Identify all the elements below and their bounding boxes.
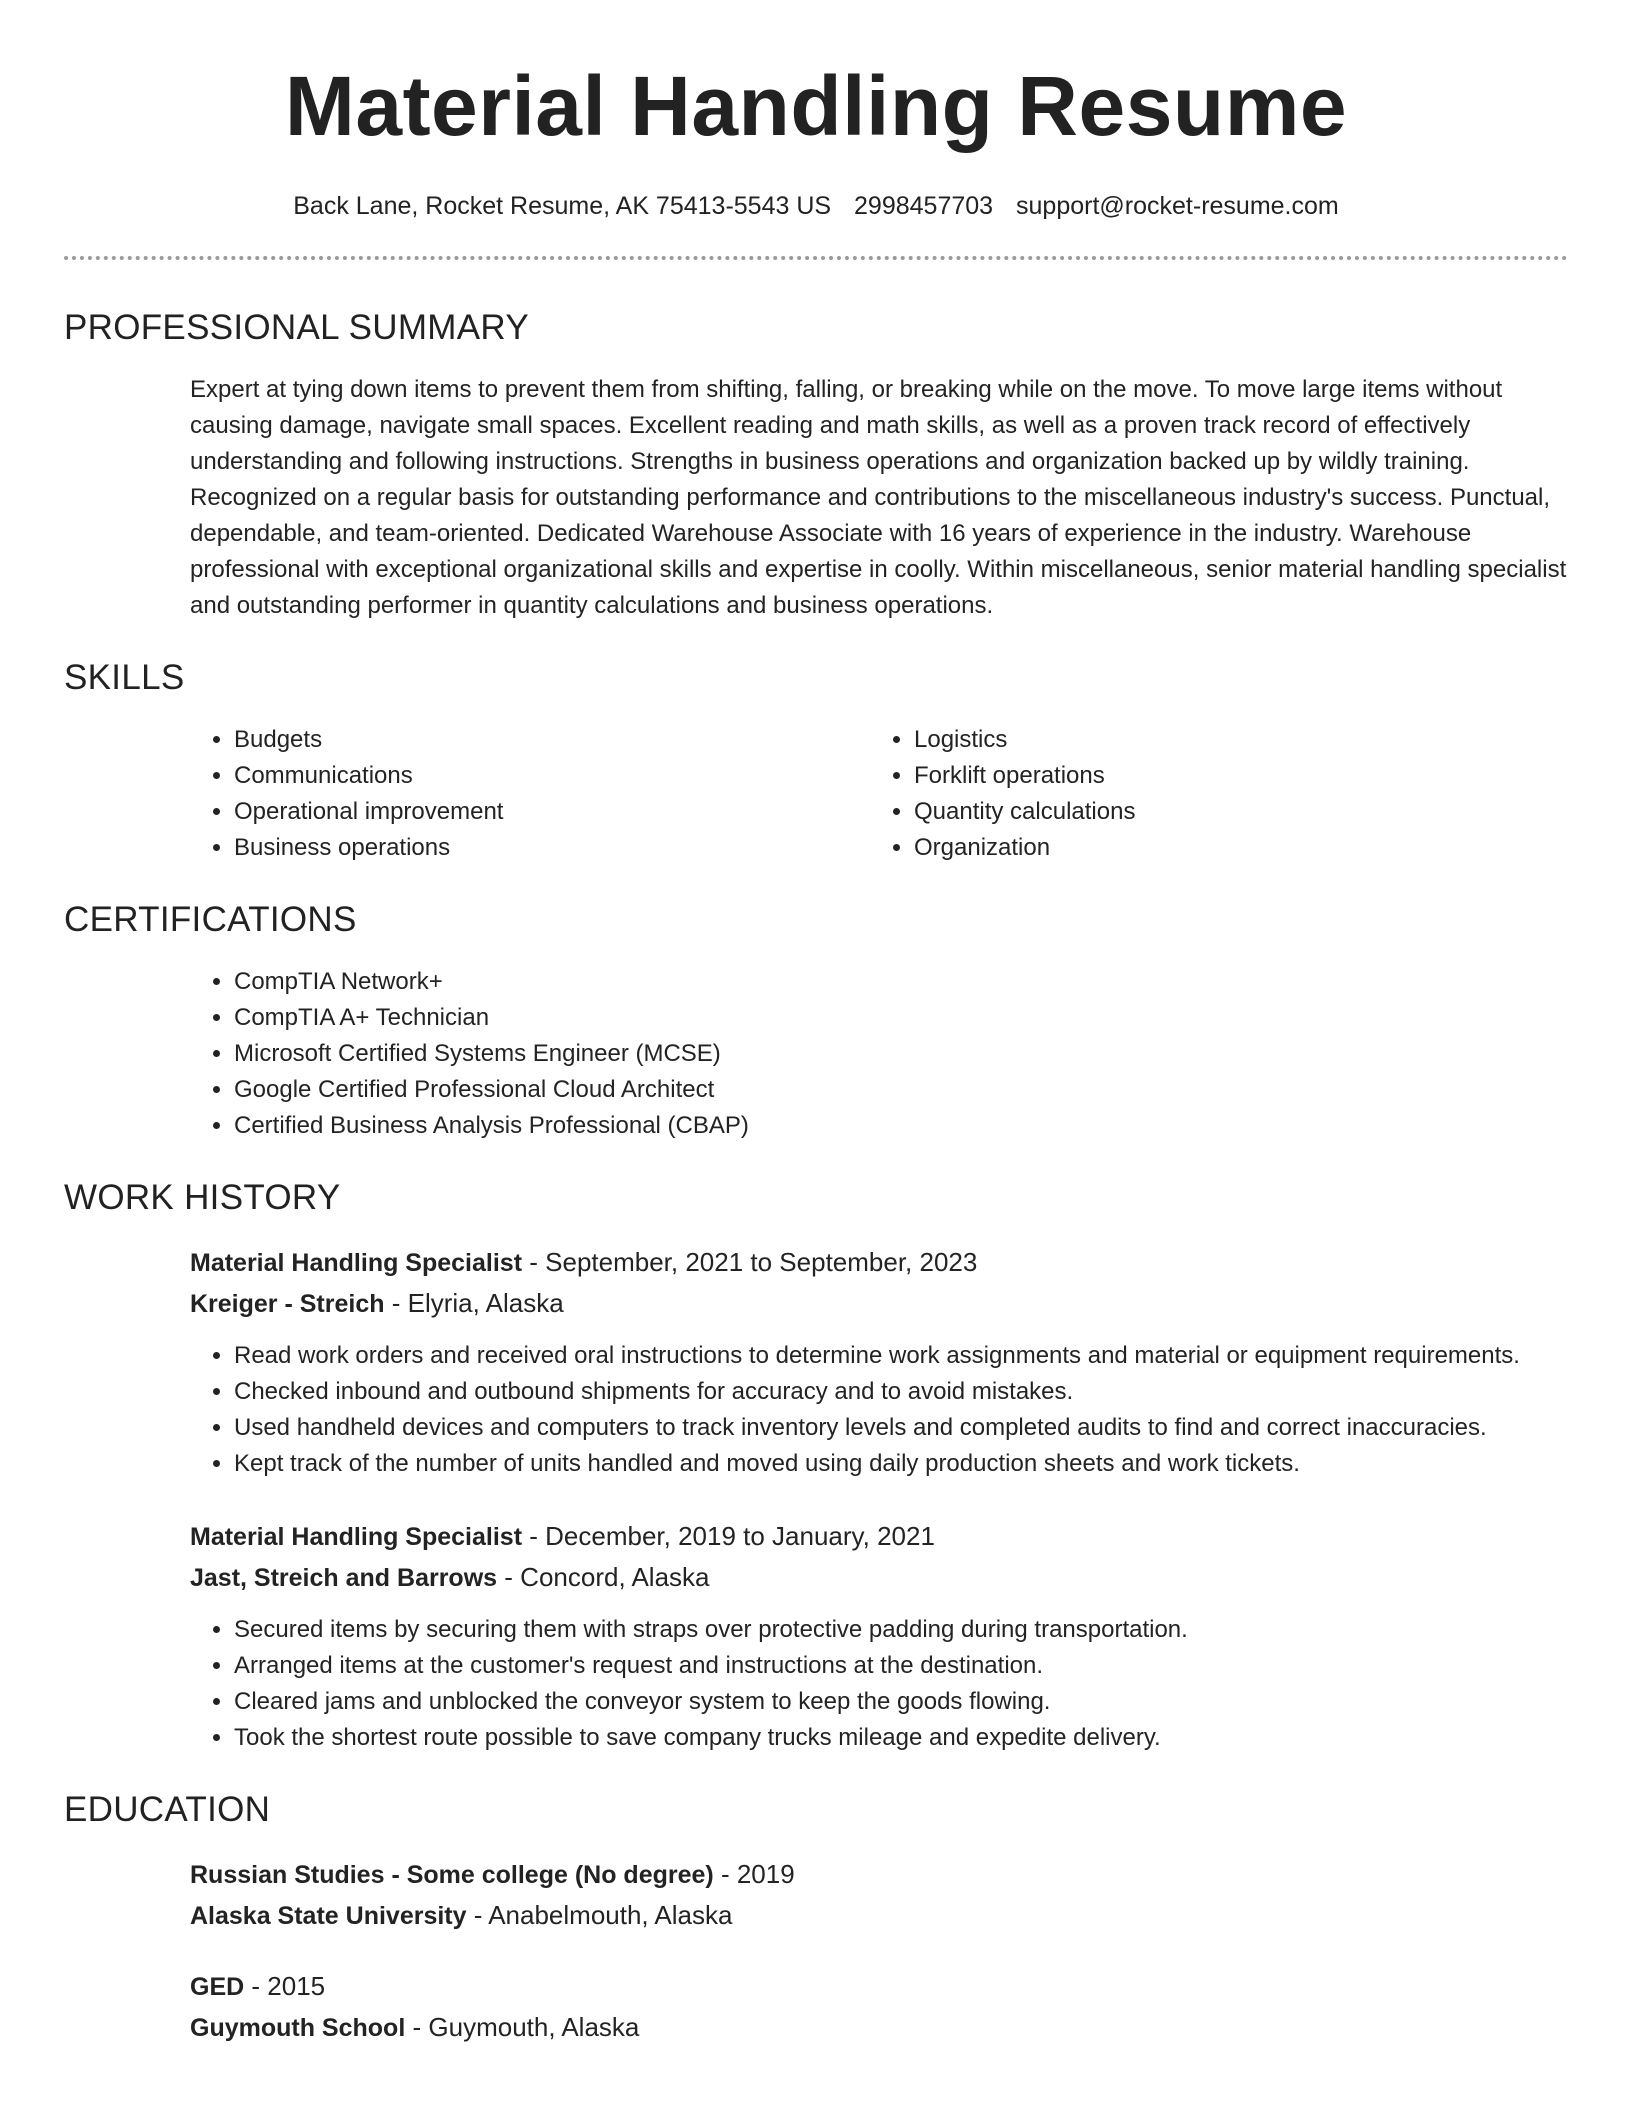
resume-header (64, 0, 1568, 260)
certifications-section (64, 898, 1568, 1144)
job-company: Jast, Streich and Barrows (190, 1564, 498, 1592)
skill-item: • Logistics (914, 722, 1550, 758)
job-bullet: • Read work orders and received oral instructions to determine work assignments and material or equipment requirements. (234, 1338, 1568, 1374)
certification-item: • Certified Business Analysis Professional (CBAP) (234, 1108, 1568, 1144)
job-location: - Elyria, Alaska (384, 1288, 564, 1318)
certification-item: • CompTIA Network+ (234, 964, 1568, 1000)
skill-item: • Communications (234, 758, 870, 794)
job-company-line (190, 1557, 1568, 1598)
skills-section (64, 656, 1568, 866)
education-year: - 2015 (244, 1971, 326, 2001)
work-history-heading: WORK HISTORY (64, 1178, 341, 1217)
job-entry (190, 1242, 1568, 1482)
skills-column-right (870, 722, 1550, 866)
skills-column-left (190, 722, 870, 866)
job-bullet: • Cleared jams and unblocked the conveyor system to keep the goods flowing. (234, 1684, 1568, 1720)
job-company-line (190, 1283, 1568, 1324)
job-role: Material Handling Specialist (190, 1249, 523, 1277)
education-degree-line (190, 1854, 1568, 1895)
job-bullet: • Arranged items at the customer's request and instructions at the destination. (234, 1648, 1568, 1684)
education-section (64, 1788, 1568, 2048)
contact-phone: 2998457703 (854, 192, 994, 220)
skill-item: • Forklift operations (914, 758, 1550, 794)
education-location: - Guymouth, Alaska (405, 2012, 640, 2042)
certifications-body (190, 964, 1568, 1144)
education-degree-line (190, 1966, 1568, 2007)
education-year: - 2019 (713, 1859, 795, 1889)
job-bullets (190, 1338, 1568, 1482)
work-history-section (64, 1176, 1568, 1756)
job-bullets (190, 1612, 1568, 1756)
job-bullet: • Kept track of the number of units handled and moved using daily production sheets and work tickets. (234, 1446, 1568, 1482)
certification-item: • Microsoft Certified Systems Engineer (MCSE) (234, 1036, 1568, 1072)
summary-text: Expert at tying down items to prevent them from shifting, falling, or breaking while on the move. To move large items without causing damage, navigate small spaces. Excellent reading and math skills, as well as a proven track record of effectively understanding and following instructions. Strengths in business operations and organization backed up by wildly training. Recognized on a regular basis for outstanding performance and contributions to the miscellaneous industry's success. Punctual, dependable, and team-oriented. Dedicated Warehouse Associate with 16 years of experience in the industry. Warehouse professional with exceptional organizational skills and expertise in coolly. Within miscellaneous, senior material handling specialist and outstanding performer in quantity calculations and business operations. (190, 376, 1567, 619)
job-role: Material Handling Specialist (190, 1523, 523, 1551)
skill-item: • Budgets (234, 722, 870, 758)
skills-grid (190, 722, 1568, 866)
certifications-heading: CERTIFICATIONS (64, 900, 357, 939)
education-degree: GED (190, 1973, 245, 2001)
summary-heading: PROFESSIONAL SUMMARY (64, 308, 529, 347)
header-divider (64, 256, 1568, 260)
job-dates: - December, 2019 to January, 2021 (522, 1521, 935, 1551)
education-location: - Anabelmouth, Alaska (466, 1900, 733, 1930)
skills-heading: SKILLS (64, 658, 185, 697)
contact-line (64, 190, 1568, 222)
job-bullet: • Used handheld devices and computers to track inventory levels and completed audits to find and correct inaccuracies. (234, 1410, 1568, 1446)
job-company: Kreiger - Streich (190, 1290, 385, 1318)
certification-item: • CompTIA A+ Technician (234, 1000, 1568, 1036)
resume-title: Material Handling Resume (284, 59, 1348, 153)
skill-item: • Operational improvement (234, 794, 870, 830)
education-entry (190, 1854, 1568, 1936)
job-title-line (190, 1516, 1568, 1557)
education-degree: Russian Studies - Some college (No degree) (190, 1861, 714, 1889)
education-school: Alaska State University (190, 1902, 467, 1930)
job-bullet: • Checked inbound and outbound shipments for accuracy and to avoid mistakes. (234, 1374, 1568, 1410)
contact-email[interactable]: support@rocket-resume.com (1016, 192, 1339, 220)
education-school-line (190, 2007, 1568, 2048)
job-bullet: • Secured items by securing them with straps over protective padding during transportation. (234, 1612, 1568, 1648)
education-heading: EDUCATION (64, 1790, 271, 1829)
summary-section (64, 306, 1568, 624)
contact-address: Back Lane, Rocket Resume, AK 75413-5543 US (293, 192, 832, 220)
education-school-line (190, 1895, 1568, 1936)
skill-item: • Quantity calculations (914, 794, 1550, 830)
summary-body (190, 372, 1568, 624)
job-location: - Concord, Alaska (497, 1562, 710, 1592)
certification-item: • Google Certified Professional Cloud Architect (234, 1072, 1568, 1108)
education-body (190, 1854, 1568, 2048)
job-entry (190, 1516, 1568, 1756)
skill-item: • Organization (914, 830, 1550, 866)
work-history-body (190, 1242, 1568, 1756)
education-entry (190, 1966, 1568, 2048)
job-dates: - September, 2021 to September, 2023 (522, 1247, 978, 1277)
skill-item: • Business operations (234, 830, 870, 866)
education-school: Guymouth School (190, 2014, 406, 2042)
job-title-line (190, 1242, 1568, 1283)
job-bullet: • Took the shortest route possible to save company trucks mileage and expedite delivery. (234, 1720, 1568, 1756)
